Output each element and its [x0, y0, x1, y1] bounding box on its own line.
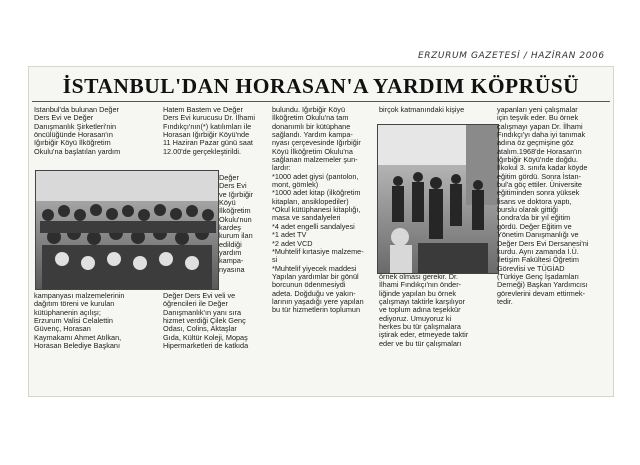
- article-column-1-top: İstanbul'da bulunan Değer Ders Evi ve Değer Danışmanlık Şirketleri'nin öncülüğünde Horasan'ın Iğırbiğir Köyü İlköğretim Okulu'na başlatılan yardım: [34, 106, 121, 156]
- newspaper-source-note: ERZURUM GAZETESİ / HAZİRAN 2006: [418, 51, 605, 61]
- article-column-3: bulundu. Iğırbiğir Köyü İlköğretim Okulu'na tam donanımlı bir kütüphane sağlandı. Yardım kampa- nyası çerçevesinde Iğırbiğir Köyü İlköğretim Okulu'na sağlanan malzemeler şun- lardır: *1000 adet giysi (pantolon, mont, gömlek) *1000 adet kitap (ilköğretim kitapları, ansiklopediler) *Okul kütüphanesi kitaplığı, masa ve sandalyeleri *4 adet engelli sandalyesi *1 adet TV *2 adet VCD *Muhtelif kırtasiye malzeme- si *Muhtelif yiyecek maddesi Yapılan yardımlar bir gönül borcunun ödenmesiydi adeta. Doğduğu ve yakın- larının yaşadığı yere yapılan bu tür hizmetlerin toplumun: [272, 106, 364, 315]
- article-column-4-top: birçok katmanındaki kişiye: [379, 106, 465, 114]
- article-column-5: yapanları yeni çalışmalar için teşvik eder. Bu örnek çalışmayı yapan Dr. İlhami Fındıkçı'yı daha iyi tanımak adına öz geçmişine göz atalım.1968'de Horasan'ın Iğırbiğir Köyü'nde doğdu. İlkokul 3. sınıfa kadar köyde eğitim gördü. Sonra İstan- bul'a göç ettiler. Üniversite eğitiminden sonra yüksek lisans ve doktora yaptı, burslu olarak gittiği Londra'da bir yıl eğitim gördü. Değer Eğitim ve Yönetim Danışmanlığı ve Değer Ders Evi Dersanesi'ni kurdu. Aynı zamanda İ.Ü. İletişim Fakültesi Öğretim Görevlisi ve TÜGİAD (Türkiye Genç İşadamları Derneği) Başkan Yardımcısı görevlerini devam ettirmek- tedir.: [497, 106, 589, 306]
- headline-rule: [32, 101, 610, 102]
- article-headline: İSTANBUL'DAN HORASAN'A YARDIM KÖPRÜSÜ: [62, 74, 580, 98]
- article-column-2-top: Hatem Bastem ve Değer Ders Evi kurucusu Dr. İlhami Fındıkçı'nın(*) katılımları ile Horasan Iğırbiğir Köyü'nde 11 Haziran Pazar günü saat 12.00'de gerçekleştirildi.: [163, 106, 256, 156]
- article-column-2-mid: Değer Ders Evi ve Iğırbiğir Köyü İlköğretim Okulu'nun kardeş kurum ilan edildiği yardım kampa- nyasına: [219, 174, 254, 274]
- ceremony-photo: [377, 124, 499, 274]
- article-column-2-bottom: Değer Ders Evi veli ve öğrencileri ile Değer Danışmanlık'ın yanı sıra hizmet verdiği Çilek Genç Odası, Colins, Aktaşlar Gıda, Kültür Koleji, Mopaş Hipermarketleri de katkıda: [163, 292, 249, 351]
- group-photo: [35, 170, 219, 290]
- article-column-1-bottom: kampanyası malzemelerinin dağıtım töreni ve kurulan kütüphanenin açılışı; Erzurum Valisi Celalettin Güvenç, Horasan Kaymakamı Ahmet Atılkan, Horasan Belediye Başkanı: [34, 292, 125, 351]
- article-column-4-bottom: örnek olması gerekir. Dr. İlhami Fındıkçı'nın önder- liğinde yapılan bu örnek çalışmayı taktirle karşılıyor ve toplum adına teşekkür ediyoruz. Umuyoruz ki herkes bu tür çalışmalara iştirak eder, etmeyede taktir eder ve bu tür çalışmaları: [379, 273, 469, 348]
